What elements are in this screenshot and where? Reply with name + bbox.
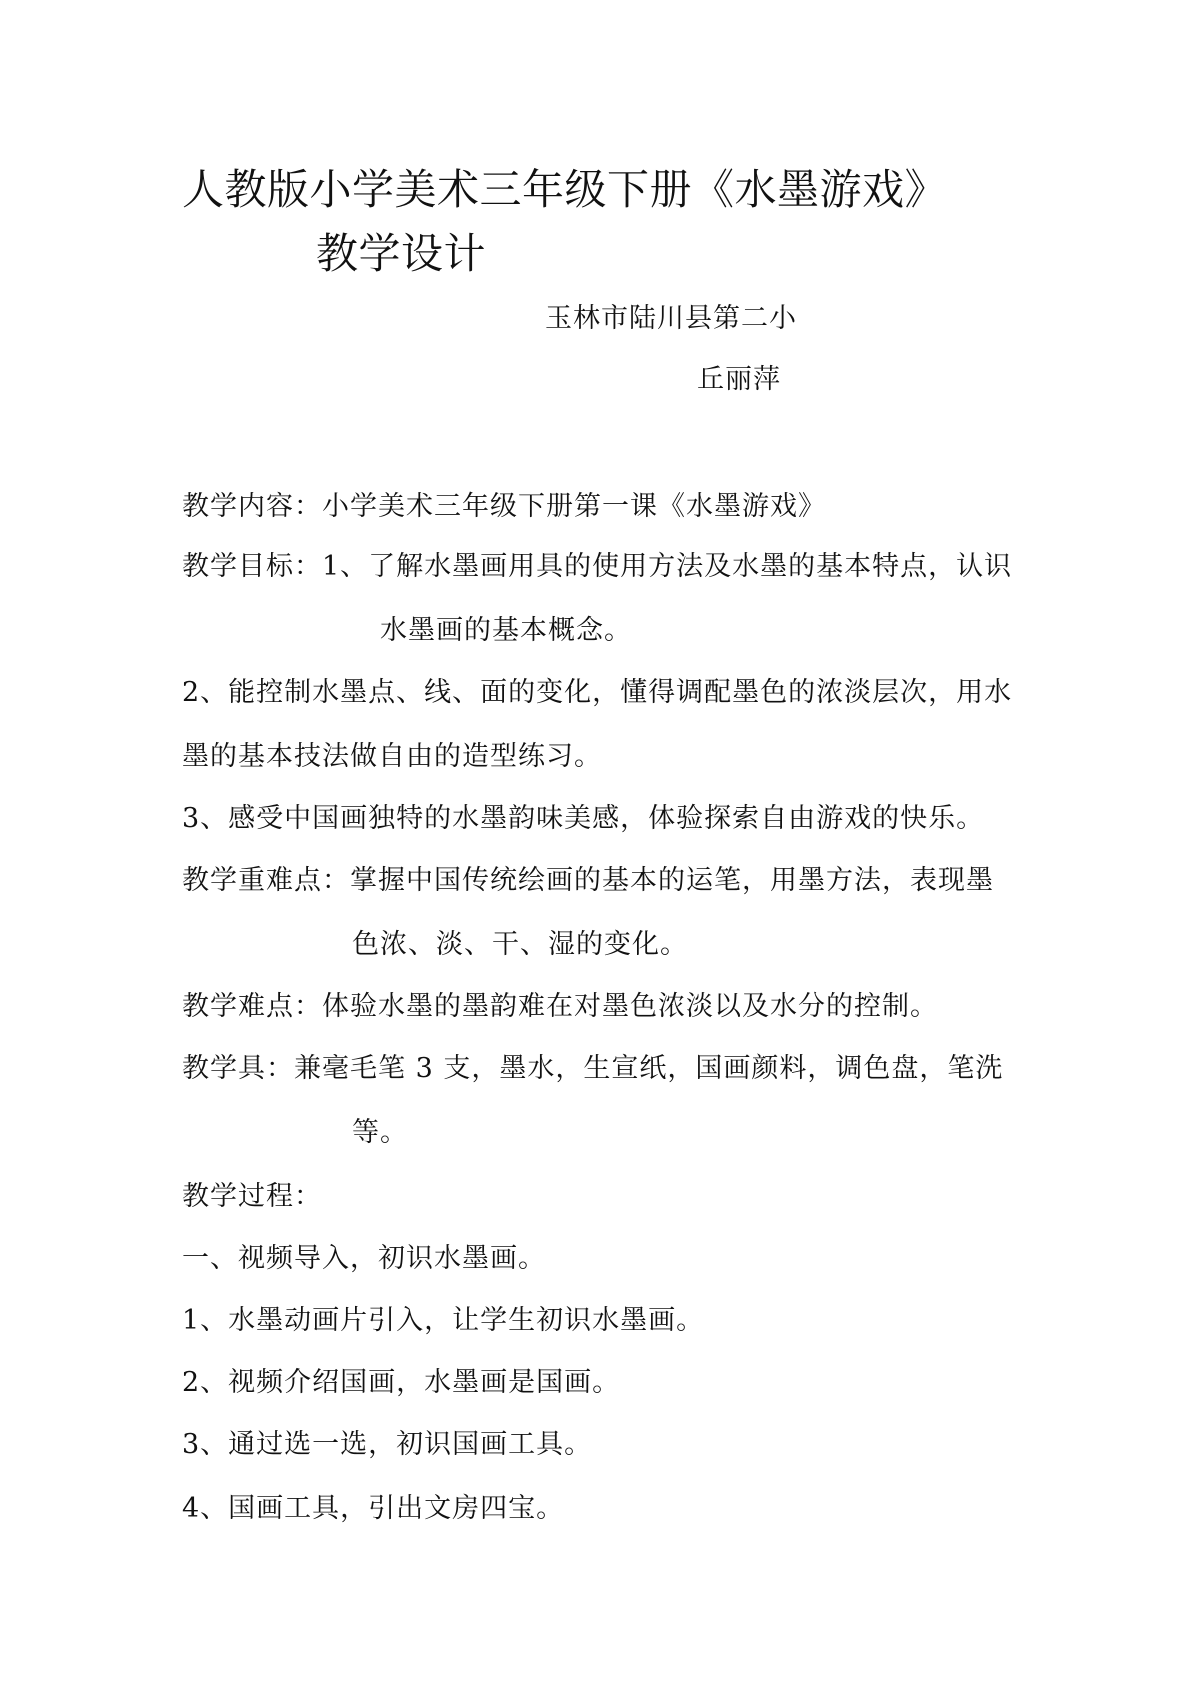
section-1-heading: 一、视频导入，初识水墨画。 <box>182 1243 546 1274</box>
key-difficulty: 教学重难点：掌握中国传统绘画的基本的运笔，用墨方法，表现墨 <box>182 865 994 896</box>
school-name: 玉林市陆川县第二小 <box>545 303 797 334</box>
teaching-process-heading: 教学过程： <box>182 1181 322 1212</box>
document-title-line-1: 人教版小学美术三年级下册《水墨游戏》 <box>182 165 948 214</box>
author-name: 丘丽萍 <box>697 364 781 395</box>
teaching-tools-cont: 等。 <box>352 1117 408 1148</box>
step-3: 3、通过选一选，初识国画工具。 <box>182 1429 593 1460</box>
teaching-content: 教学内容：小学美术三年级下册第一课《水墨游戏》 <box>182 491 826 522</box>
step-2: 2、视频介绍国画，水墨画是国画。 <box>182 1367 621 1398</box>
teaching-goal-3: 3、感受中国画独特的水墨韵味美感，体验探索自由游戏的快乐。 <box>182 803 985 834</box>
key-difficulty-cont: 色浓、淡、干、湿的变化。 <box>352 929 688 960</box>
teaching-difficulty: 教学难点：体验水墨的墨韵难在对墨色浓淡以及水分的控制。 <box>182 991 938 1022</box>
document-title-line-2: 教学设计 <box>316 229 487 278</box>
teaching-tools: 教学具：兼毫毛笔 3 支，墨水，生宣纸，国画颜料，调色盘，笔洗 <box>182 1053 1004 1084</box>
teaching-goal-1-cont: 水墨画的基本概念。 <box>380 615 632 646</box>
teaching-goal-2-cont: 墨的基本技法做自由的造型练习。 <box>182 741 602 772</box>
step-4: 4、国画工具，引出文房四宝。 <box>182 1493 565 1524</box>
teaching-goal-2: 2、能控制水墨点、线、面的变化，懂得调配墨色的浓淡层次，用水 <box>182 677 1013 708</box>
step-1: 1、水墨动画片引入，让学生初识水墨画。 <box>182 1305 705 1336</box>
teaching-goal-1: 教学目标：1、了解水墨画用具的使用方法及水墨的基本特点，认识 <box>182 551 1013 582</box>
